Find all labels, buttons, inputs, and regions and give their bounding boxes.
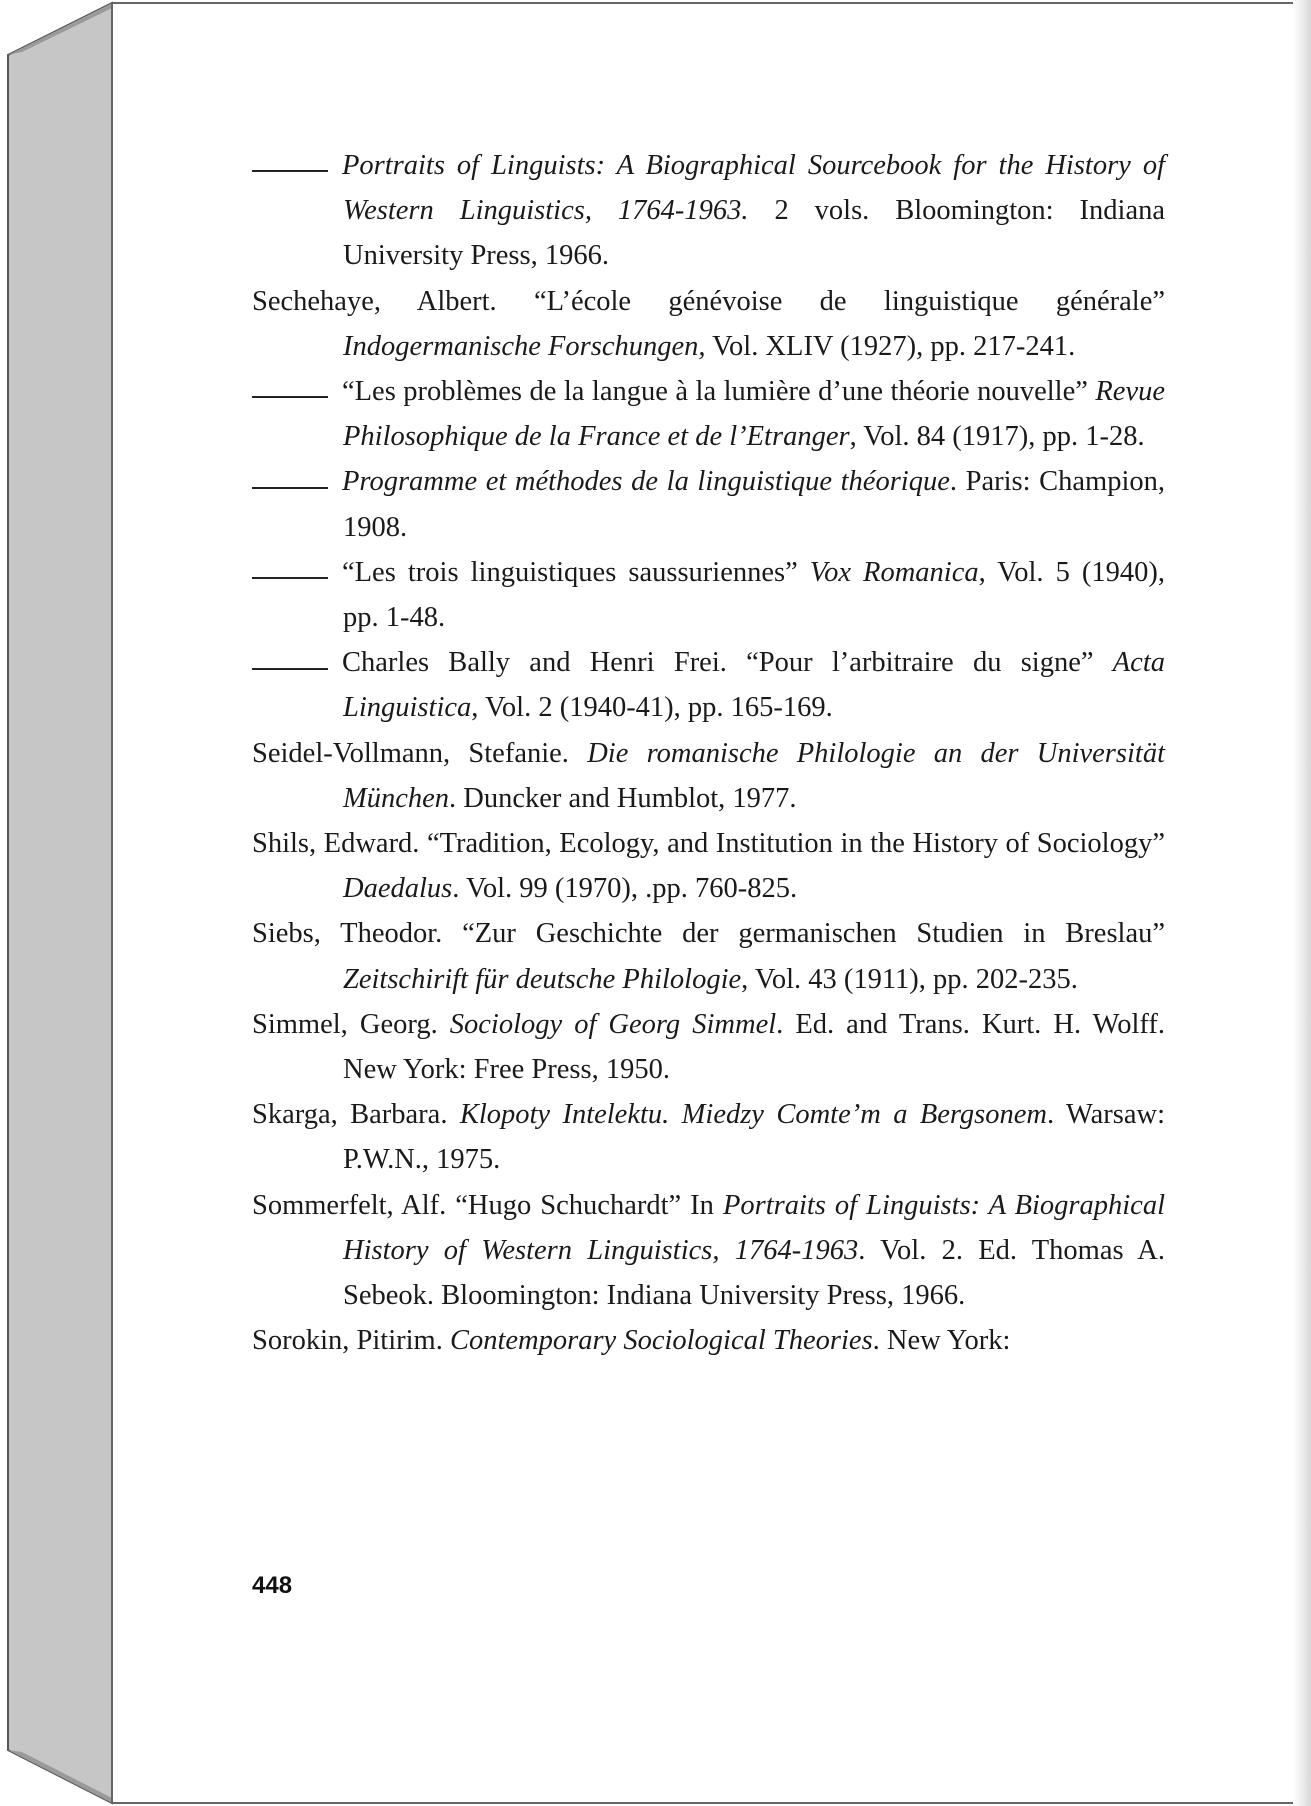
repeat-author-dash (252, 170, 328, 172)
entry-title-italic: Vox Romanica (809, 556, 979, 588)
entry-title-italic: Contemporary Sociological Theories (449, 1325, 873, 1357)
entry-text: Vol. XLIV (1927), pp. 217-241. (705, 330, 1076, 362)
entry-text: . Warsaw: P.W.N., 1975. (343, 1099, 1165, 1176)
entry-text: Siebs, Theodor. “Zur Geschichte der germanischen Studien in Breslau” (252, 918, 1165, 950)
bibliography-entry (252, 1318, 1165, 1363)
entry-text: Shils, Edward. “Tradition, Ecology, and Institution in the History of Sociology” (252, 828, 1165, 860)
entry-text: Skarga, Barbara. (252, 1099, 460, 1131)
entry-title-italic: Portraits of Linguists: A Biographical History of Western Linguistics, 1764-1963 (343, 1189, 1165, 1266)
bibliography-entry (252, 640, 1165, 730)
bibliography-entry (252, 731, 1165, 821)
entry-text: Simmel, Georg. (252, 1008, 450, 1040)
entry-text: “Les problèmes de la langue à la lumière d’une théorie nouvelle” (342, 376, 1096, 408)
entry-text: . Ed. and Trans. Kurt. H. Wolff. New York: Free Press, 1950. (343, 1008, 1165, 1086)
entry-text: . Vol. 2. Ed. Thomas A. Sebeok. Bloomington: Indiana University Press, 1966. (343, 1234, 1165, 1312)
entry-text: , Vol. 5 (1940), pp. 1-48. (343, 556, 1165, 634)
entry-title-italic: Sociology of Georg Simmel (449, 1008, 777, 1040)
entry-title-italic: Zeitschirift für deutsche Philologie (343, 963, 742, 995)
entry-text: Charles Bally and Henri Frei. “Pour l’arbitraire du signe” (342, 647, 1113, 679)
entry-text: , Vol. 2 (1940-41), pp. 165-169. (471, 692, 833, 724)
entry-text: . Vol. 99 (1970), .pp. 760-825. (452, 873, 798, 905)
repeat-author-dash (252, 487, 328, 489)
bibliography-entry (252, 911, 1165, 1001)
entry-text: 2 vols. Bloomington: Indiana University Press, 1966. (343, 195, 1165, 272)
repeat-author-dash (252, 396, 328, 398)
entry-text: , Vol. 43 (1911), pp. 202-235. (741, 963, 1078, 995)
bibliography-entry (252, 550, 1165, 640)
page-edge-shadow (1293, 0, 1311, 1806)
bibliography-entry (252, 279, 1165, 369)
repeat-author-dash (252, 577, 328, 579)
entry-title-italic: Daedalus (343, 873, 453, 905)
bibliography-entry (252, 821, 1165, 911)
entry-title-italic: Acta Linguistica (343, 647, 1165, 724)
entry-text: , Vol. 84 (1917), pp. 1-28. (849, 421, 1145, 453)
bibliography-entry (252, 1092, 1165, 1182)
bibliography-entry (252, 369, 1165, 459)
bibliography-entry (252, 1183, 1165, 1319)
bibliography-entry (252, 1002, 1165, 1092)
bibliography-entry (252, 143, 1165, 279)
entry-text: Seidel-Vollmann, Stefanie. (252, 737, 588, 769)
entry-text: “Les trois linguistiques saussuriennes” (342, 556, 810, 588)
entry-title-italic: Die romanische Philologie an der Universität München (343, 737, 1165, 814)
entry-text: Sechehaye, Albert. “L’école génévoise de linguistique générale” (252, 285, 1165, 317)
entry-title-italic: Klopoty Intelektu. Miedzy Comte’m a Bergsonem (459, 1099, 1047, 1131)
entry-title-italic: Portraits of Linguists: A Biographical Sourcebook for the History of Western Linguistics, 1764-1963. (342, 150, 1165, 227)
entry-text: Sommerfelt, Alf. “Hugo Schuchardt” In (252, 1189, 723, 1221)
bibliography-entry (252, 459, 1165, 549)
entry-title-italic: Indogermanische Forschungen, (343, 330, 706, 362)
page-number: 448 (252, 1572, 293, 1599)
entry-text: . New York: (872, 1325, 1011, 1357)
entry-text: . Paris: Champion, 1908. (343, 466, 1165, 543)
entry-text: Sorokin, Pitirim. (252, 1325, 450, 1357)
bibliography-list (252, 143, 1165, 1363)
repeat-author-dash (252, 668, 328, 670)
entry-title-italic: Revue Philosophique de la France et de l’Etranger (343, 376, 1165, 453)
entry-title-italic: Programme et méthodes de la linguistique théorique (342, 466, 950, 498)
entry-text: . Duncker and Humblot, 1977. (449, 782, 797, 814)
